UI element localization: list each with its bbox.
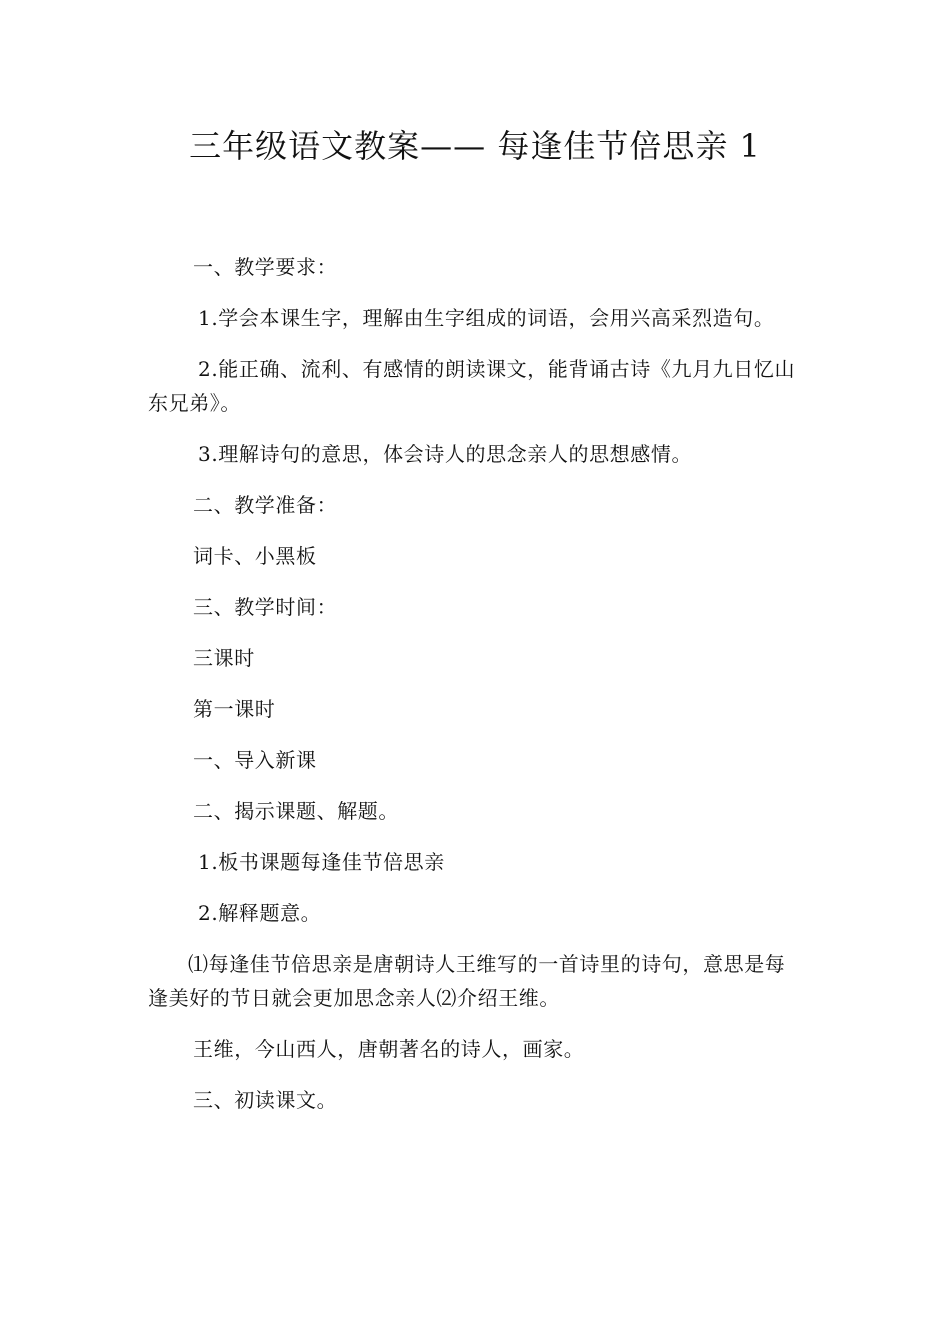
section-heading-time: 三、教学时间： [193,595,338,619]
lesson-heading: 第一课时 [193,697,276,721]
section-heading-requirements: 一、教学要求： [193,255,338,279]
step-heading-reading: 三、初读课文。 [193,1088,338,1112]
requirement-item-1: 1.学会本课生字，理解由生字组成的词语，会用兴高采烈造句。 [198,306,775,330]
step-heading-topic: 二、揭示课题、解题。 [193,799,399,823]
poet-intro-paragraph: 王维，今山西人，唐朝著名的诗人，画家。 [193,1037,585,1061]
preparation-text: 词卡、小黑板 [193,544,317,568]
document-body [148,250,798,1134]
topic-item-1: 1.板书课题每逢佳节倍思亲 [198,850,445,874]
explanation-paragraph: ⑴每逢佳节倍思亲是唐朝诗人王维写的一首诗里的诗句，意思是每逢美好的节日就会更加思念亲人⑵介绍王维。 [148,952,786,1010]
section-heading-preparation: 二、教学准备： [193,493,338,517]
requirement-item-3: 3.理解诗句的意思，体会诗人的思念亲人的思想感情。 [198,442,693,466]
topic-item-2: 2.解释题意。 [198,901,322,925]
requirement-item-2: 2.能正确、流利、有感情的朗读课文，能背诵古诗《九月九日忆山东兄弟》。 [148,357,796,415]
time-text: 三课时 [193,646,255,670]
document-title: 三年级语文教案—— 每逢佳节倍思亲 1 [189,127,761,165]
step-heading-intro: 一、导入新课 [193,748,317,772]
